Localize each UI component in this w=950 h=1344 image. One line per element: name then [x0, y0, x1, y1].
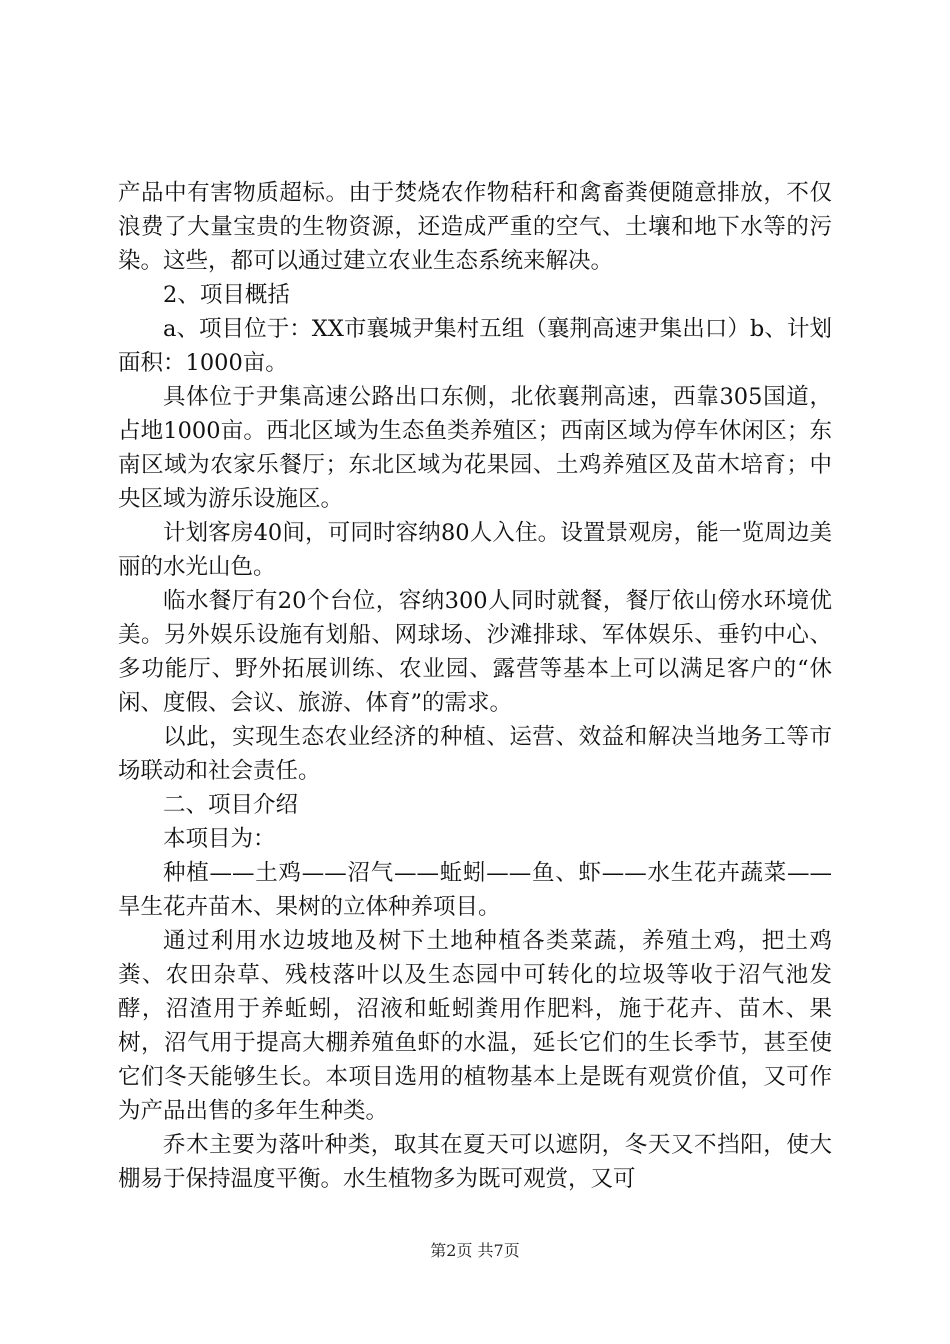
paragraph-3: a、项目位于：XX市襄城尹集村五组（襄荆高速尹集出口）b、计划面积：1000亩。 [118, 316, 832, 376]
paragraph-10: 种植——土鸡——沼气——蚯蚓——鱼、虾——水生花卉蔬菜——旱生花卉苗木、果树的立体种养项目。 [118, 860, 832, 920]
paragraph-9: 本项目为： [163, 826, 276, 852]
paragraph-11: 通过利用水边坡地及树下土地种植各类菜蔬，养殖土鸡，把土鸡粪、农田杂草、残枝落叶以及生态园中可转化的垃圾等收于沼气池发酵，沼渣用于养蚯蚓，沼液和蚯蚓粪用作肥料，施于花卉、苗木、果树，沼气用于提高大棚养殖鱼虾的水温，延长它们的生长季节，甚至使它们冬天能够生长。本项目选用的植物基本上是既有观赏价值，又可作为产品出售的多年生种类。 [118, 928, 832, 1124]
paragraph-2: 2、项目概括 [163, 282, 290, 308]
paragraph-12: 乔木主要为落叶种类，取其在夏天可以遮阴，冬天又不挡阳，使大棚易于保持温度平衡。水生植物多为既可观赏，又可 [118, 1132, 832, 1192]
paragraph-1: 产品中有害物质超标。由于焚烧农作物秸秆和禽畜粪便随意排放，不仅浪费了大量宝贵的生物资源，还造成严重的空气、土壤和地下水等的污染。这些，都可以通过建立农业生态系统来解决。 [118, 180, 832, 274]
page-number-footer: 第2页 共7页 [430, 1241, 520, 1260]
paragraph-6: 临水餐厅有20个台位，容纳300人同时就餐，餐厅依山傍水环境优美。另外娱乐设施有划船、网球场、沙滩排球、军体娱乐、垂钓中心、多功能厅、野外拓展训练、农业园、露营等基本上可以满足客户的“休闲、度假、会议、旅游、体育”的需求。 [118, 588, 832, 716]
section-heading: 二、项目介绍 [163, 792, 299, 818]
paragraph-7: 以此，实现生态农业经济的种植、运营、效益和解决当地务工等市场联动和社会责任。 [118, 724, 832, 784]
paragraph-5: 计划客房40间，可同时容纳80人入住。设置景观房，能一览周边美丽的水光山色。 [118, 520, 832, 580]
document-body [118, 176, 832, 1196]
paragraph-4: 具体位于尹集高速公路出口东侧，北依襄荆高速，西靠305国道，占地1000亩。西北区域为生态鱼类养殖区；西南区域为停车休闲区；东南区域为农家乐餐厅；东北区域为花果园、土鸡养殖区及苗木培育；中央区域为游乐设施区。 [118, 384, 832, 512]
